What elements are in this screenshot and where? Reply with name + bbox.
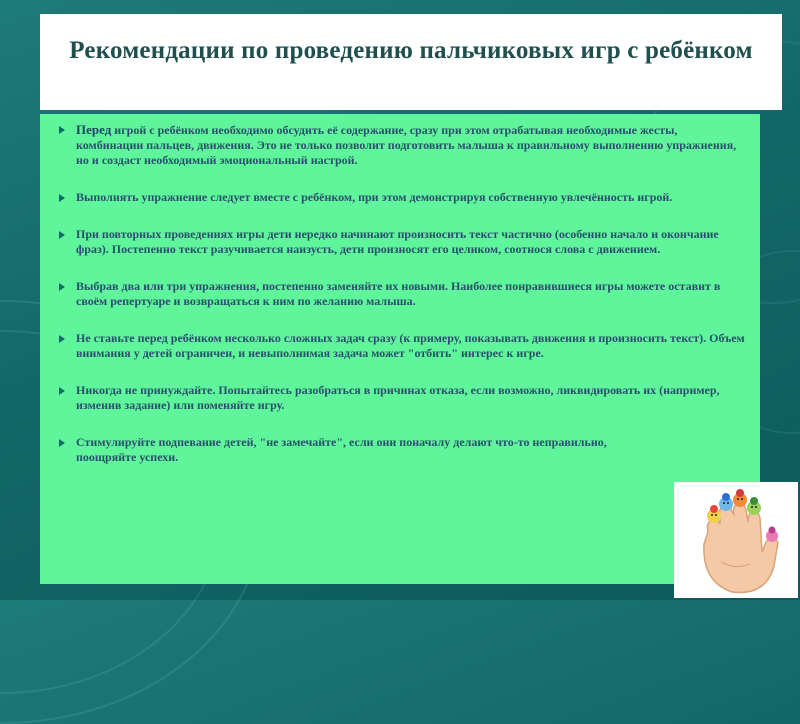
list-item bbox=[76, 435, 746, 465]
item-text: Стимулируйте подпевание детей, "не замечайте", если они поначалу делают что-то неправильно, поощряйте успехи. bbox=[76, 435, 607, 464]
list-item bbox=[76, 383, 746, 413]
item-text: Никогда не принуждайте. Попытайтесь разобраться в причинах отказа, если возможно, ликвидировать их (например, изменив задание) или поменяйте игру. bbox=[76, 383, 720, 412]
list-item bbox=[76, 331, 746, 361]
item-text: Не ставьте перед ребёнком несколько сложных задач сразу (к примеру, показывать движения и произносить текст). Объем внимания у детей ограничен, и невыполнимая задача может "отбить" интерес к игре. bbox=[76, 331, 745, 360]
list-item bbox=[76, 190, 746, 205]
list-item bbox=[76, 122, 746, 168]
item-text: игрой с ребёнком необходимо обсудить её содержание, сразу при этом отрабатывая необходимые жесты, комбинации пальцев, движения. Это не только позволит подготовить малыша к правильному выполнению упражнения, но и создаст необходимый эмоциональный настрой. bbox=[76, 123, 737, 167]
item-text: Выбрав два или три упражнения, постепенно заменяйте их новыми. Наиболее понравившиеся игры можете оставит в своём репертуаре и возвращаться к ним по желанию малыша. bbox=[76, 279, 721, 308]
slide-title: Рекомендации по проведению пальчиковых игр с ребёнком bbox=[69, 37, 753, 64]
item-lead-word: Перед bbox=[76, 122, 112, 137]
title-box bbox=[40, 14, 782, 110]
finger-puppet-hand-icon bbox=[674, 482, 798, 598]
item-text: При повторных проведениях игры дети нередко начинают произносить текст частично (особенно начало и окончание фраз). Постепенно текст разучивается наизусть, дети произносят его целиком, соотнося слова с движением. bbox=[76, 227, 719, 256]
list-item bbox=[76, 279, 746, 309]
list-item bbox=[76, 227, 746, 257]
item-text: Выполнять упражнение следует вместе с ребёнком, при этом демонстрируя собственную увлечённость игрой. bbox=[76, 190, 673, 204]
content-box bbox=[40, 114, 760, 584]
